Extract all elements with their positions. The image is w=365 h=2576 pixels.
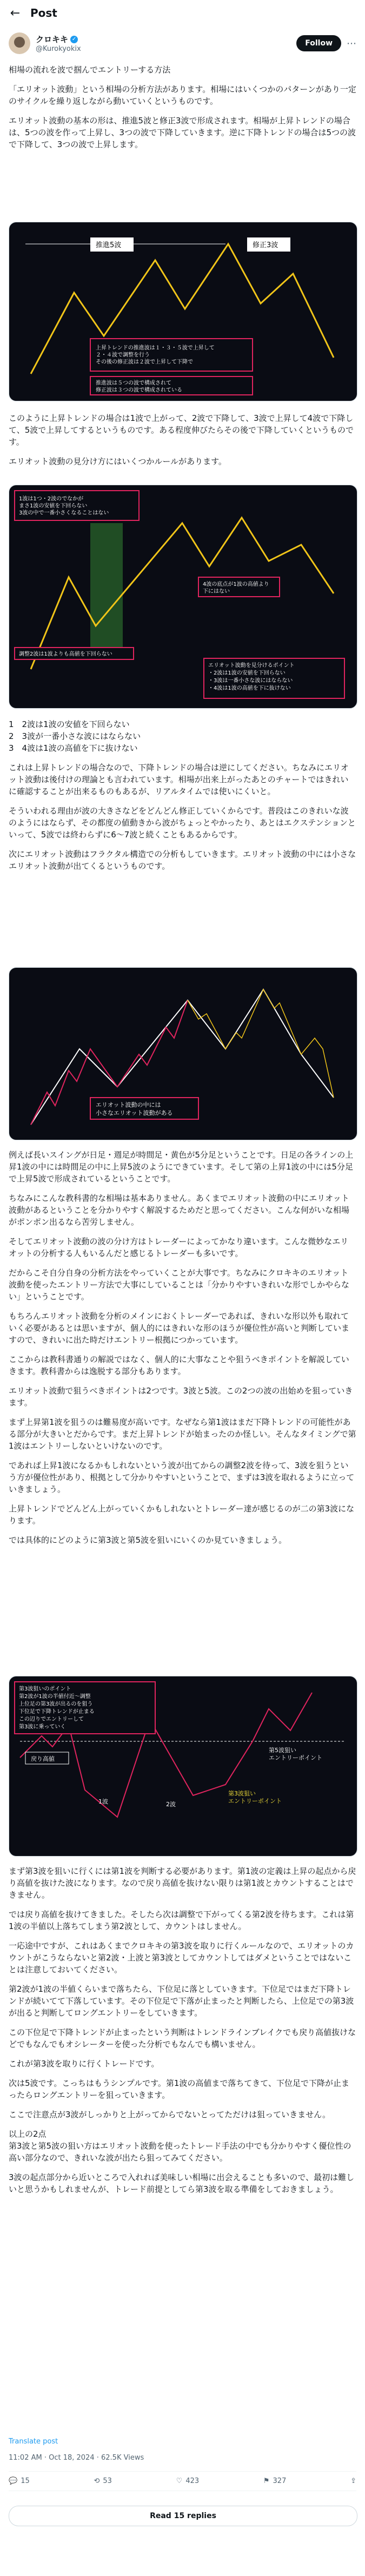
post-paragraph: では戻り高値を抜けてきました。そしたら次は調整で下がってくる第2波を待ちます。これは第1波の半値以上落ちてしまう第2波として、カウントはしません。 [9,1910,354,1931]
avatar[interactable] [9,32,30,54]
arrow-left-icon[interactable]: ← [10,6,21,20]
share-button[interactable] [350,2477,356,2485]
post-paragraph: 第2波が1波の半値くらいまで落ちたら、下位足に落としていきます。下位足ではまだ下降トレンドが続いてて下落しています。その下位足で下落が止まったと判断したら、上位足での第3波が出ると判断してロングエントリーをしていきます。 [9,1984,354,2018]
post-paragraph: まず第3波を狙いに行くには第1波を判断する必要があります。第1波の定義は上昇の起点から戻り高値を抜けた波になります。なので戻り高値を抜けない限りは第1波とカウントすることはできません。 [9,1866,356,1900]
label-impulse: 推進5波 [96,241,122,249]
post-paragraph: 一応途中ですが、これはあくまでクロキキの第3波を取りに行くルールなので、エリオットのカウントがこうならないと第2波・上波と第3波としてカウントしてはダメということではないことは注意しておいてください。 [9,1941,354,1974]
more-options-icon[interactable]: ⋯ [347,37,356,49]
repost-icon: ⟲ [94,2477,100,2485]
post-paragraph: であれば上昇1波になるかもしれないという波が出てからの調整2波を待って、3波を狙うという方が優位性があり、根拠として分かりやすいということで、まずは3波を取れるように立っていきましょう。 [9,1461,355,1494]
share-icon: ⇪ [350,2477,356,2485]
post-paragraph: 「エリオット波動」という相場の分析方法があります。相場にはいくつかのパターンがあり一定のサイクルを繰り返しながら動いていくというものです。 [9,84,356,106]
post-paragraph: 例えば長いスイングが日足・週足が時間足・黄色が5分足ということです。日足の各ラインの上昇1波の中には時間足の中に上昇5波のようにできています。そして第の上昇1波の中には5分足で上昇5波で形成されているということです。 [9,1150,354,1184]
author-name-text: クロキキ [36,35,69,44]
like-button[interactable] [176,2477,199,2485]
post-paragraph: 次にエリオット波動はフラクタル構造での分析もしていきます。エリオット波動の中には小さなエリオット波動が出てくるというものです。 [9,849,356,871]
post-paragraph: そういわれる理由が波の大きさなどをどんどん修正していくからです。普段はこのきれいな波のようにはならず、その都度の値動きから波がちょっとやかったり、あとはエクステンションといって、5波では終わらずに6～7波と続くこともあるからです。 [9,806,356,840]
post-paragraph: エリオット波動の見分け方にはいくつかルールがあります。 [9,457,227,466]
verified-badge-icon: ✓ [70,36,78,43]
author-names [36,34,81,53]
post-paragraph: これが第3波を取りに行くトレードです。 [9,2059,160,2069]
chart-svg [9,222,357,401]
entry-point-chart[interactable] [9,1676,357,1857]
post-paragraph: これは上昇トレンドの場合なので、下降トレンドの場合は逆にしてください。ちなみにエリオット波動は後付けの理論とも言われています。相場が出来上がったあとのチャートではきれいに確認することが出来るものもあるが、リアルタイムでは使いにくいと。 [9,763,349,796]
follow-button[interactable]: Follow [296,35,341,51]
caption-text: エリオット波動の中には 小さなエリオット波動がある [96,1101,173,1117]
read-replies-label: Read 15 replies [150,2512,216,2520]
fractal-wave-chart[interactable] [9,967,357,1140]
post-paragraph: そしてエリオット波動の波の分け方はトレーダーによってかなり違います。こんな微妙なエリオットの分析する人もいるんだと感じるトレーダーも多いです。 [9,1237,349,1258]
post-paragraph: 次は5波です。こっちはもうシンプルです。第1波の高値まで落ちてきて、下位足で下降が止まったらロングエントリーを狙っていきます。 [9,2078,349,2100]
post-text-block-1 [9,64,356,150]
post-paragraph: ここで注意点が3波がしっかりと上がってからでないとってただけは狙っていきません。 [9,2110,330,2119]
post-meta: 11:02 AM · Oct 18, 2024 · 62.5K Views [9,2454,144,2462]
reply-button[interactable] [9,2477,30,2485]
bookmark-button[interactable] [263,2477,286,2485]
wave1-label: 1波 [98,1798,108,1805]
author-display-name[interactable] [36,34,81,45]
post-paragraph: 相場の流れを波で掴んでエントリーする方法 [9,65,171,75]
like-count: 423 [185,2477,200,2485]
pullback-label: 戻り高値 [31,1755,55,1762]
wave2-label: 2波 [166,1801,176,1808]
post-text-block-3 [9,718,356,872]
post-rules-list: 1 2波は1波の安値を下回らない 2 3波が一番小さな波にはならない 3 4波は1波の高値を下に抜けない [9,719,141,753]
post-paragraph: だからこそ自分自身の分析方法をやっていくことが大事です。ちなみにクロキキのエリオット波動を使ったエントリー方法で大事にしていることは「分かりやすいきれいな形でしかやらない」ということです。 [9,1268,350,1302]
post-paragraph: まず上昇第1波を狙うのは難易度が高いです。なぜなら第1波はまだ下降トレンドの可能性がある部分が大きいとだからです。まだ上昇トレンドが始まったのか怪しい。そんなタイミングで第1波はエントリーしないといけないのです。 [9,1417,356,1451]
post-paragraph: エリオット波動の基本の形は、推進5波と修正3波で形成されます。相場が上昇トレンドの場合は、5つの波を作って上昇し、3つの波で下降していきます。逆に下降トレンドの場合は5つの波で下降して、3つの波で上昇します。 [9,116,356,149]
reply-count: 15 [21,2477,30,2485]
repost-count: 53 [103,2477,112,2485]
post-paragraph: ここからは教科書通りの解説ではなく、個人的に大事なことや狙うべきポイントを解説していきます。教科書からは逸脱する部分もあります。 [9,1355,349,1376]
wave-line [31,518,334,669]
author-handle[interactable]: @Kurokyokix [36,45,81,53]
elliott-wave-rules-chart[interactable] [9,485,357,709]
post-paragraph: この下位足で下降トレンドが止まったという判断はトレンドラインブレイクでも戻り高値抜けなどでもなんでもオシレーターを使った分析でもなんでも構いません。 [9,2027,356,2049]
repost-button[interactable] [94,2477,111,2485]
reply-icon: 💬 [9,2477,18,2485]
note-text: 推進波は５つの波で構成されて 修正波は３つの波で構成されている [96,380,182,393]
small-wave-line [188,989,334,1098]
rule-text: 4波の底点が1波の高値より 下にはない [203,582,269,595]
rule-text: 1波は1つ・2波のでなかが まさ1波の安値を下回らない 3波の中で一番小さくなることはない [19,496,109,516]
elliott-wave-basic-chart[interactable] [9,222,357,401]
chart-svg [9,485,357,708]
note-text: 上昇トレンドの推進波は１・３・５波で上昇して ２・４波で調整を行う その後の修正波は２波で上昇して下降で [96,345,215,365]
read-replies-button[interactable] [9,2506,357,2526]
bookmark-icon: ⚑ [263,2477,270,2485]
chart-svg [9,968,357,1140]
note-text: 第3波狙いのポイント 第2波が1波の半値付近〜調整 上位足の第3波が出るのを狙う 下位足で下降トレンドが止まる この辺りでエントリーして 第3波に乗っていく [19,1686,95,1730]
post-text-block-4 [9,1149,356,1546]
label-corrective: 修正3波 [253,241,278,249]
entry3-label: 第3波狙い エントリーポイント [228,1790,282,1805]
action-bar [9,2471,356,2491]
post-paragraph: もちろんエリオット波動を分析のメインにおくトレーダーであれば、きれいな形以外も取れていく必要があるとは思いますが、個人的にはきれいな形のほうが優位性が高いと判断していますので、きれいに出た時だけエントリー根拠につかっています。 [9,1311,350,1345]
post-paragraph: このように上昇トレンドの場合は1波で上がって、2波で下降して、3波で上昇して4波で下降して、5波で上昇してするというものです。ある程度伸びたらその後で下降していくというものです。 [9,413,354,447]
chart-svg [9,1676,357,1856]
post-paragraph: では具体的にどのように第3波と第5波を狙いにいくのか見ていきましょう。 [9,1535,287,1545]
post-paragraph: エリオット波動で狙うべきポイントは2つです。3波と5波。この2つの波の出始めを狙っていきます。 [9,1386,353,1408]
entry5-label: 第5波狙い エントリーポイント [269,1747,322,1761]
post-text-block-5 [9,1865,356,2195]
translate-post-link[interactable]: Translate post [9,2438,58,2446]
post-text-block-2 [9,412,356,467]
rules-text: エリオット波動を見分けるポイント ・2波は1波の安値を下回らない ・3波は一番小さな波にはならない ・4波は1波の高値を下に抜けない [208,663,295,691]
top-bar [0,0,365,26]
heart-icon: ♡ [176,2477,183,2485]
page-title: Post [30,6,57,19]
post-paragraph: 3波の起点部分から近いところで入れれば美味しい相場に出会えることも多いので、最初は難しいと思うかもしれませんが、トレード前提としてら第3波を取る準備をしておきましょう。 [9,2172,355,2194]
bookmark-count: 327 [273,2477,287,2485]
post-paragraph: ちなみにこんな教科書的な相場は基本ありません。あくまでエリオット波動の中にエリオット波動があるということを分かりやすく解説するためだと思ってください。こんな何がいな相場がポンポン出るなら苦労しません。 [9,1193,350,1227]
post-paragraph: 上昇トレンドでどんどん上がっていくかもしれないとトレーダー達が感じるのが二の第3波になります。 [9,1504,355,1525]
rule-text: 調整2波は1波よりも高値を下回らない [19,651,112,657]
post-paragraph: 以上の2点 第3波と第5波の狙い方はエリオット波動を使ったトレード手法の中でも分かりやすく優位性の高い部分なので、きれいな波が出たら狙ってみてください。 [9,2129,351,2163]
highlight-zone [90,523,123,648]
author-row [9,30,356,56]
